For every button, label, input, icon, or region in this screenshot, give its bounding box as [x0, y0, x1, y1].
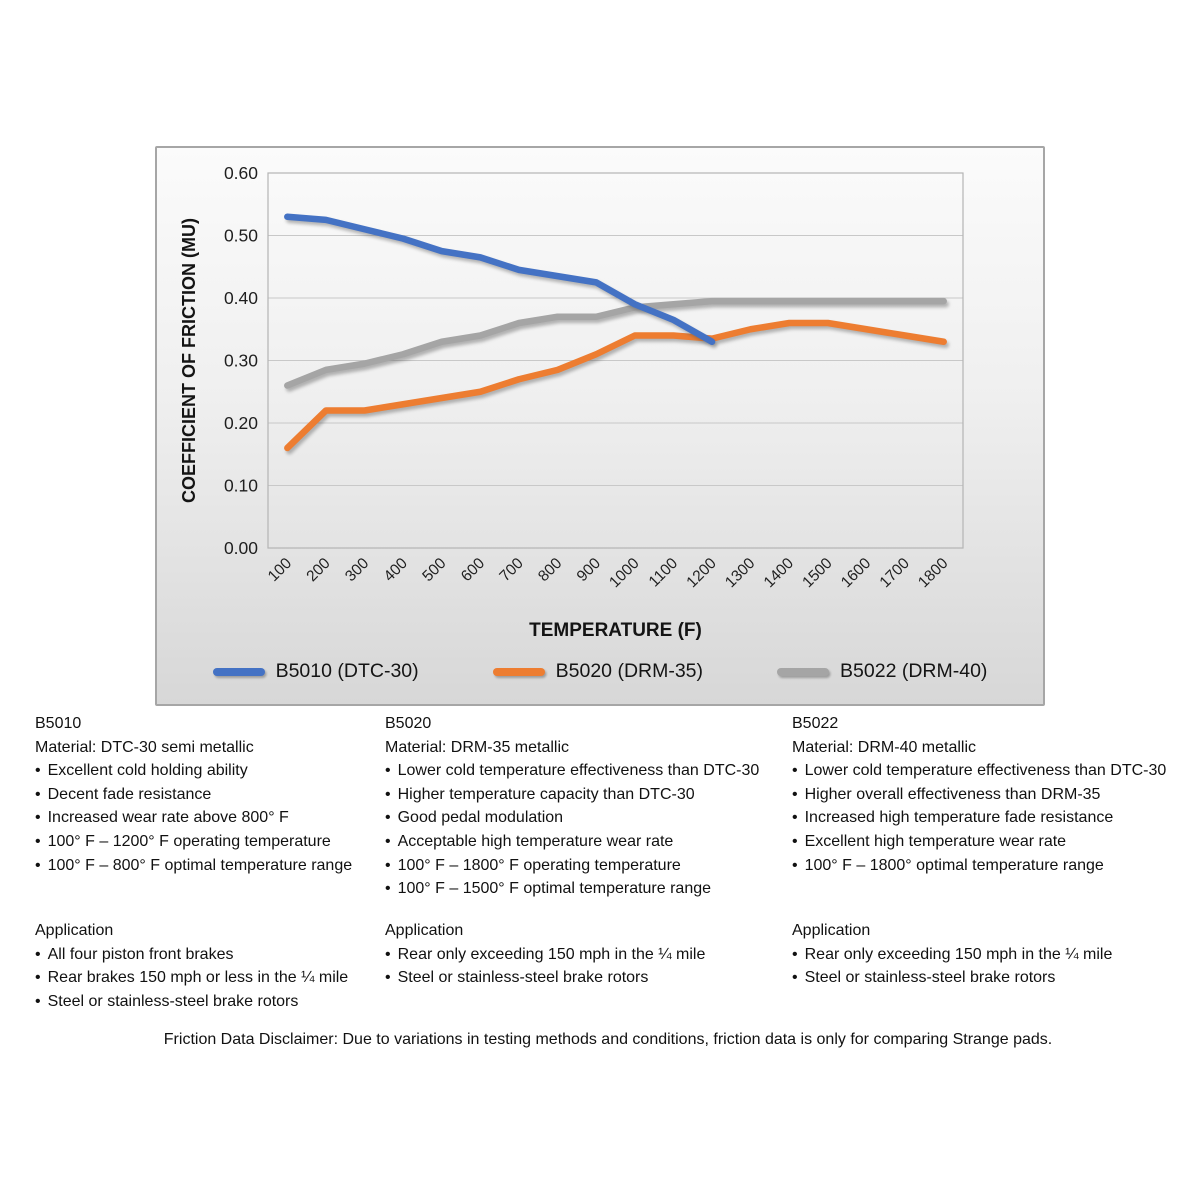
chart-legend: [157, 660, 1043, 683]
legend-swatch-b5010: [213, 668, 265, 676]
bullet-item: • Rear only exceeding 150 mph in the ¼ mile: [792, 943, 1112, 967]
product-material: Material: DRM-35 metallic: [385, 738, 570, 756]
x-tick-label: 1400: [760, 554, 798, 592]
bullet-item: • Increased wear rate above 800° F: [35, 806, 383, 830]
x-tick-label: 1500: [799, 554, 836, 592]
x-tick-label: 1000: [606, 554, 643, 592]
feature-list: [385, 759, 785, 901]
application-block: [35, 919, 348, 1013]
legend-item-b5010: [213, 660, 419, 683]
x-tick-label: 1800: [915, 554, 952, 592]
legend-item-b5022: [777, 660, 987, 683]
product-column-b5010: [35, 712, 383, 1010]
application-block: [385, 919, 705, 990]
y-tick-label: 0.10: [223, 475, 258, 496]
application-title: Application: [35, 922, 114, 939]
y-tick-label: 0.50: [223, 225, 258, 246]
bullet-item: • Excellent cold holding ability: [35, 759, 383, 783]
bullet-item: • Rear only exceeding 150 mph in the ¼ mile: [385, 943, 705, 967]
y-tick-label: 0.60: [223, 163, 258, 183]
series-line-b5020: [287, 323, 943, 448]
x-tick-label: 400: [380, 554, 411, 586]
legend-item-b5020: [493, 660, 703, 683]
x-tick-label: 1300: [722, 554, 759, 592]
bullet-item: • Steel or stainless-steel brake rotors: [35, 990, 348, 1014]
y-tick-label: 0.20: [223, 413, 258, 433]
legend-swatch-b5020: [493, 668, 545, 676]
application-title: Application: [792, 922, 871, 939]
disclaimer-text: Friction Data Disclaimer: Due to variations in testing methods and conditions, friction data is only for comparing Strange pads.: [163, 1031, 1053, 1048]
x-tick-label: 700: [496, 554, 527, 586]
legend-label-b5020: B5020 (DRM-35): [555, 660, 704, 682]
bullet-item: • Good pedal modulation: [385, 806, 785, 830]
x-tick-label: 1700: [876, 554, 913, 592]
bullet-item: • 100° F – 1800° optimal temperature range: [792, 854, 1192, 878]
product-column-b5020: [385, 712, 785, 987]
bullet-item: • Lower cold temperature effectiveness than DTC-30: [385, 759, 785, 783]
product-code: B5022: [792, 715, 839, 732]
application-list: [792, 943, 1112, 990]
feature-list: [35, 759, 383, 877]
x-tick-label: 1200: [683, 554, 720, 592]
y-axis-title: COEFFICIENT OF FRICTION (MU): [179, 218, 199, 503]
bullet-item: • All four piston front brakes: [35, 943, 348, 967]
x-tick-label: 100: [264, 554, 296, 586]
y-tick-label: 0.30: [223, 350, 258, 371]
bullet-item: • Rear brakes 150 mph or less in the ¼ mile: [35, 966, 348, 990]
bullet-item: • Lower cold temperature effectiveness than DTC-30: [792, 759, 1192, 783]
product-code: B5020: [385, 715, 432, 732]
bullet-item: • 100° F – 800° F optimal temperature range: [35, 854, 383, 878]
x-tick-label: 900: [573, 554, 605, 586]
bullet-item: • Higher temperature capacity than DTC-30: [385, 783, 785, 807]
bullet-item: • 100° F – 1500° F optimal temperature range: [385, 877, 785, 901]
x-tick-label: 1600: [837, 554, 875, 592]
bullet-item: • Higher overall effectiveness than DRM-35: [792, 783, 1192, 807]
product-material: Material: DTC-30 semi metallic: [35, 738, 254, 756]
application-title: Application: [385, 922, 464, 939]
x-tick-label: 1100: [645, 554, 682, 591]
bullet-item: • Steel or stainless-steel brake rotors: [792, 966, 1112, 990]
legend-swatch-b5022: [777, 668, 829, 676]
application-list: [35, 943, 348, 1014]
bullet-item: • 100° F – 1200° F operating temperature: [35, 830, 383, 854]
bullet-item: • Steel or stainless-steel brake rotors: [385, 966, 705, 990]
x-tick-label: 600: [457, 554, 489, 586]
y-tick-label: 0.00: [223, 538, 258, 558]
chart-panel: [155, 146, 1045, 706]
y-tick-label: 0.40: [223, 288, 258, 308]
x-tick-label: 500: [419, 554, 450, 586]
product-column-b5022: [792, 712, 1192, 987]
product-material: Material: DRM-40 metallic: [792, 738, 977, 756]
x-tick-label: 800: [535, 554, 566, 586]
legend-label-b5010: B5010 (DTC-30): [275, 660, 419, 682]
product-code: B5010: [35, 715, 82, 732]
bullet-item: • Increased high temperature fade resistance: [792, 806, 1192, 830]
bullet-item: • Excellent high temperature wear rate: [792, 830, 1192, 854]
bullet-item: • 100° F – 1800° F operating temperature: [385, 854, 785, 878]
application-block: [792, 919, 1112, 990]
friction-chart: [157, 148, 1043, 704]
x-axis-title: TEMPERATURE (F): [529, 620, 702, 641]
x-tick-label: 200: [303, 554, 334, 586]
application-list: [385, 943, 705, 990]
x-tick-label: 300: [342, 554, 373, 586]
bullet-item: • Decent fade resistance: [35, 783, 383, 807]
legend-label-b5022: B5022 (DRM-40): [840, 660, 988, 682]
bullet-item: • Acceptable high temperature wear rate: [385, 830, 785, 854]
feature-list: [792, 759, 1192, 877]
